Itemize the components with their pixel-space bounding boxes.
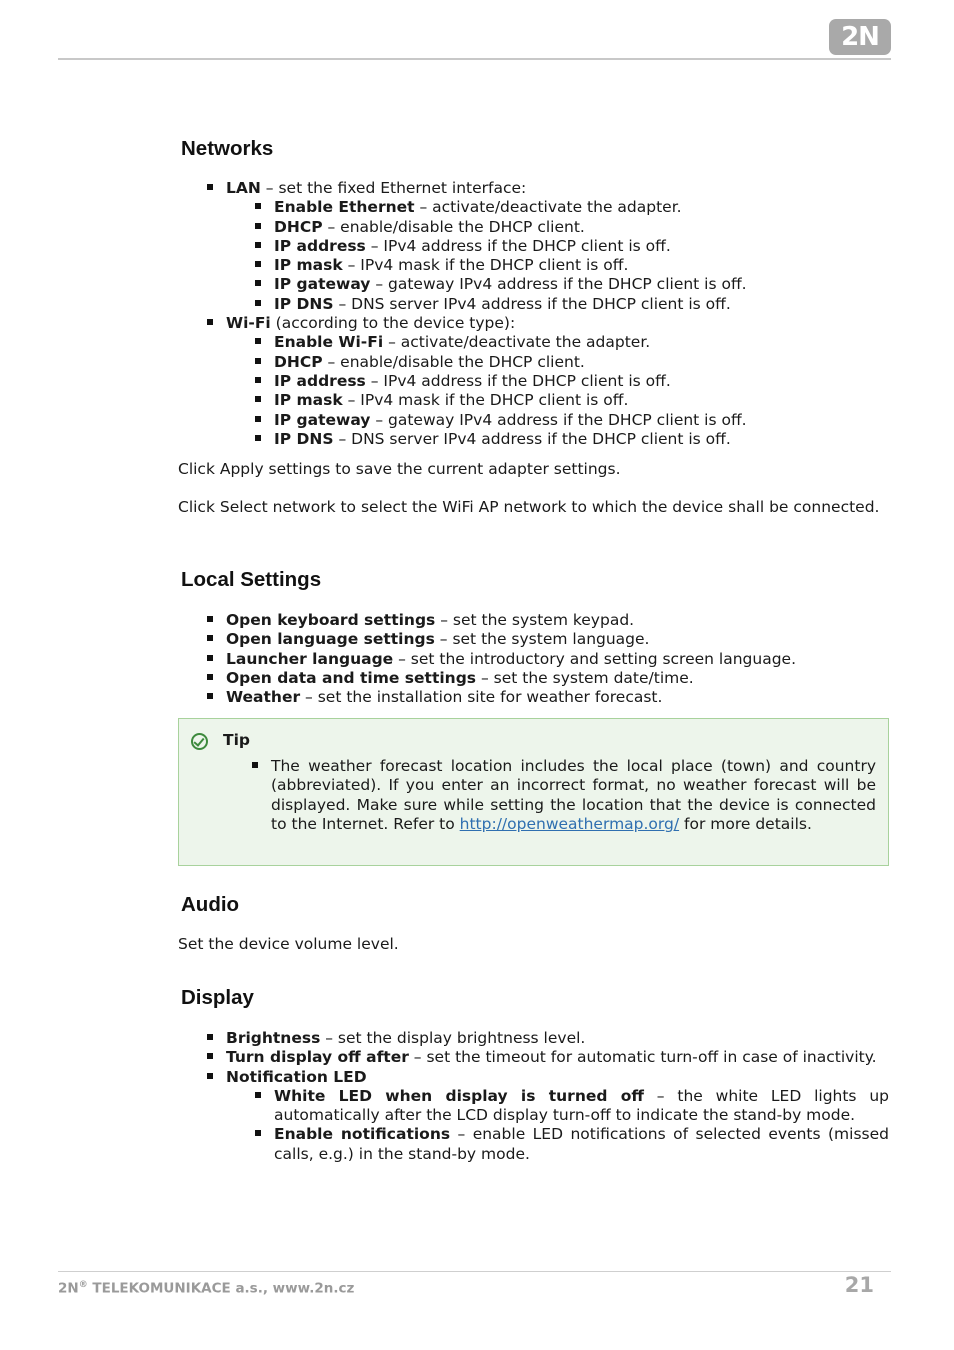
list-item-notification-led: Notification LED White LED when display is turned off – the white LED lights up automatically after the LCD display turn-off to indicate the stand-by mode. Enable notifications – enable LED notifications of selected events (missed calls, e.g.) in the stand-by mode. (226, 1067, 889, 1163)
check-circle-icon (191, 733, 208, 750)
apply-settings-paragraph: Click Apply settings to save the current adapter settings. (178, 460, 621, 478)
list-item: DHCP – enable/disable the DHCP client. (274, 353, 889, 372)
section-title-local-settings: Local Settings (181, 568, 322, 591)
list-item: IP DNS – DNS server IPv4 address if the DHCP client is off. (274, 295, 889, 314)
list-item: Open language settings – set the system language. (226, 630, 889, 649)
list-item-wifi: Wi-Fi (according to the device type): Enable Wi-Fi – activate/deactivate the adapter. DHCP – enable/disable the DHCP client. IP address – IPv4 address if the DHCP client is off. IP mask – IPv4 mask if the DHCP client is off. IP gateway – gateway IPv4 address if the DHCP client is off. IP DNS – DNS server IPv4 address if the DHCP client is off. (226, 314, 889, 449)
list-item: IP gateway – gateway IPv4 address if the DHCP client is off. (274, 275, 889, 294)
header-divider (58, 58, 891, 60)
list-item: IP DNS – DNS server IPv4 address if the DHCP client is off. (274, 430, 889, 449)
list-item: Turn display off after – set the timeout for automatic turn-off in case of inactivity. (226, 1048, 889, 1067)
wifi-sublist (226, 333, 889, 449)
networks-list (226, 179, 889, 449)
list-item: White LED when display is turned off – the white LED lights up automatically after the LCD display turn-off to indicate the stand-by mode. (274, 1086, 889, 1125)
section-title-networks: Networks (181, 137, 274, 160)
select-network-paragraph: Click Select network to select the WiFi AP network to which the device shall be connected. (178, 498, 880, 516)
audio-paragraph: Set the device volume level. (178, 935, 399, 953)
list-item: Enable Wi-Fi – activate/deactivate the adapter. (274, 333, 889, 352)
list-item-lan: LAN – set the fixed Ethernet interface: Enable Ethernet – activate/deactivate the adapter. DHCP – enable/disable the DHCP client. IP address – IPv4 address if the DHCP client is off. IP mask – IPv4 mask if the DHCP client is off. IP gateway – gateway IPv4 address if the DHCP client is off. IP DNS – DNS server IPv4 address if the DHCP client is off. (226, 179, 889, 314)
footer-company: 2N® TELEKOMUNIKACE a.s., www.2n.cz (58, 1280, 355, 1297)
list-item: IP gateway – gateway IPv4 address if the DHCP client is off. (274, 411, 889, 430)
tip-title: Tip (223, 731, 250, 749)
list-item: IP address – IPv4 address if the DHCP client is off. (274, 372, 889, 391)
local-settings-list (226, 611, 889, 707)
list-item: Launcher language – set the introductory and setting screen language. (226, 650, 889, 669)
list-item: IP address – IPv4 address if the DHCP client is off. (274, 237, 889, 256)
footer-divider (58, 1271, 891, 1272)
list-item: IP mask – IPv4 mask if the DHCP client is off. (274, 256, 889, 275)
page-number: 21 (844, 1273, 874, 1297)
lan-sublist (226, 198, 889, 314)
openweathermap-link[interactable]: http://openweathermap.org/ (459, 814, 680, 833)
section-title-audio: Audio (181, 893, 240, 916)
tip-box (178, 718, 889, 866)
brand-logo: 2N (829, 19, 891, 55)
section-title-display: Display (181, 986, 254, 1009)
list-item: Open keyboard settings – set the system keypad. (226, 611, 889, 630)
list-item: DHCP – enable/disable the DHCP client. (274, 218, 889, 237)
list-item: Enable Ethernet – activate/deactivate the adapter. (274, 198, 889, 217)
notification-led-sublist (226, 1087, 889, 1164)
list-item: Weather – set the installation site for weather forecast. (226, 688, 889, 707)
list-item: The weather forecast location includes the local place (town) and country (abbreviated). If you enter an incorrect format, no weather forecast will be displayed. Make sure while setting the location that the device is connected to the Internet. Refer to http://openweathermap.org/ for more details. (271, 757, 876, 833)
tip-list (271, 757, 876, 834)
display-list (226, 1029, 889, 1164)
list-item: Open data and time settings – set the system date/time. (226, 669, 889, 688)
list-item: IP mask – IPv4 mask if the DHCP client is off. (274, 391, 889, 410)
list-item: Brightness – set the display brightness level. (226, 1029, 889, 1048)
list-item: Enable notifications – enable LED notifications of selected events (missed calls, e.g.) in the stand-by mode. (274, 1125, 889, 1163)
